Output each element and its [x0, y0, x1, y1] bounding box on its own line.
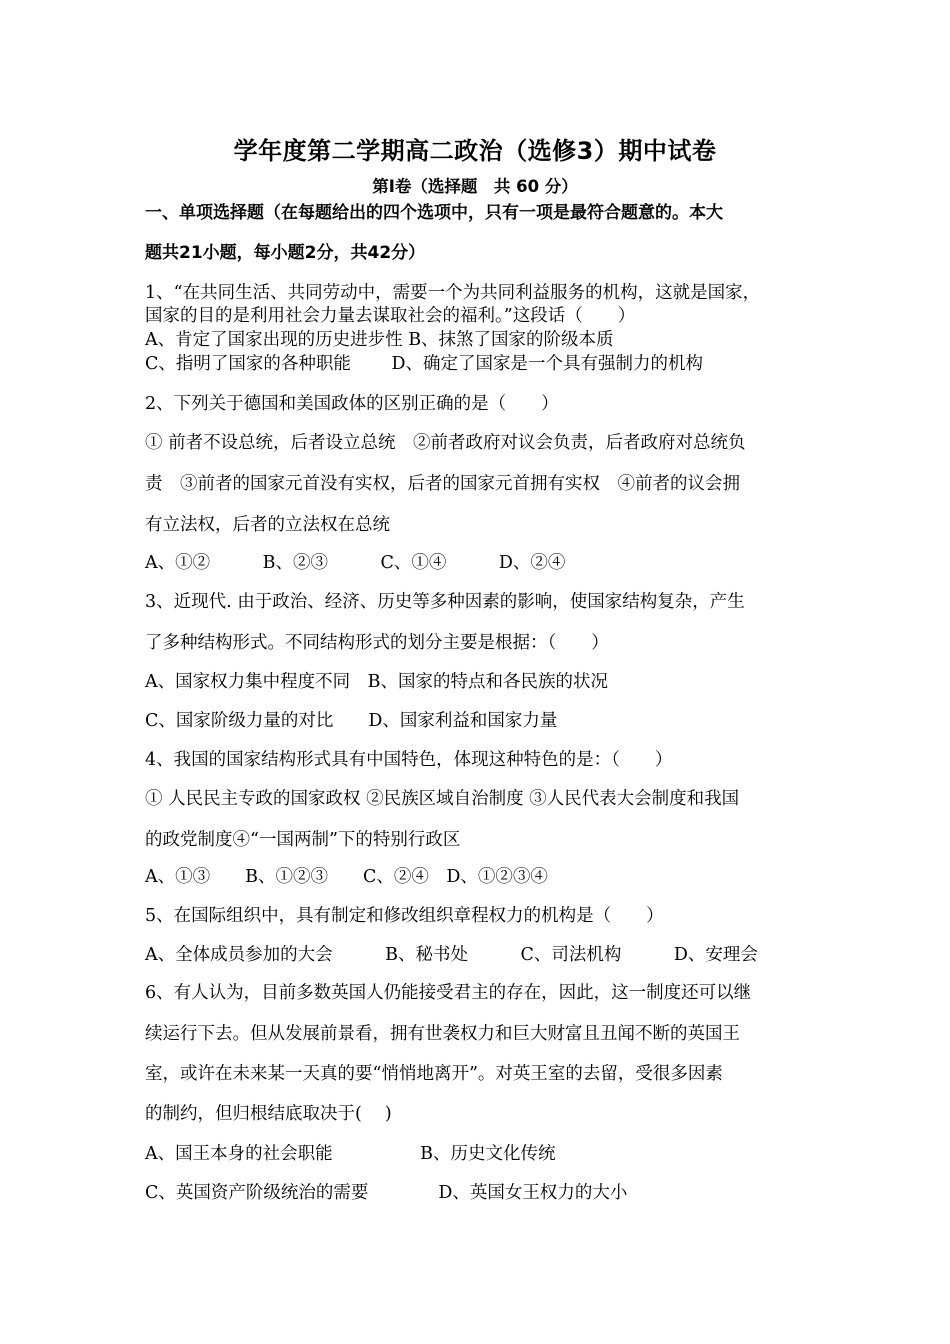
question-stem-line: ① 前者不设总统，后者设立总统 ②前者政府对议会负责，后者政府对总统负 — [145, 433, 746, 453]
question-stem-line: 的政党制度④“一国两制”下的特别行政区 — [145, 830, 461, 850]
question-stem-line: 6、有人认为，目前多数英国人仍能接受君主的存在，因此，这一制度还可以继 — [145, 983, 752, 1003]
question-stem-line: 4、我国的国家结构形式具有中国特色，体现这种特色的是：（ ） — [145, 750, 673, 770]
question-options-line: A、全体成员参加的大会 B、秘书处 C、司法机构 D、安理会 — [145, 945, 758, 965]
question-stem-line: 续运行下去。但从发展前景看，拥有世袭权力和巨大财富且丑闻不断的英国王 — [145, 1024, 740, 1044]
question-options-line: A、①② B、②③ C、①④ D、②④ — [145, 553, 566, 573]
exam-title: 学年度第二学期高二政治（选修3）期中试卷 — [233, 137, 717, 165]
question-stem-line: 5、在国际组织中，具有制定和修改组织章程权力的机构是（ ） — [145, 906, 664, 926]
question-options-line: A、肯定了国家出现的历史进步性 B、抹煞了国家的阶级本质 — [145, 330, 614, 350]
question-stem-line: 室，或许在未来某一天真的要“悄悄地离开”。对英王室的去留，受很多因素 — [145, 1064, 723, 1084]
question-stem-line: 3、近现代. 由于政治、经济、历史等多种因素的影响，使国家结构复杂，产生 — [145, 592, 745, 612]
question-stem-line: 有立法权，后者的立法权在总统 — [145, 515, 390, 535]
question-stem-line: ① 人民民主专政的国家政权 ②民族区域自治制度 ③人民代表大会制度和我国 — [145, 789, 740, 809]
question-stem-line: 1、“在共同生活、共同劳动中，需要一个为共同利益服务的机构，这就是国家， — [145, 283, 761, 303]
section-heading-line-1: 一、单项选择题（在每题给出的四个选项中，只有一项是最符合题意的。本大 — [145, 203, 723, 223]
question-options-line: A、国王本身的社会职能 B、历史文化传统 — [145, 1144, 556, 1164]
question-stem-line: 了多种结构形式。不同结构形式的划分主要是根据：（ ） — [145, 633, 609, 653]
question-options-line: C、国家阶级力量的对比 D、国家利益和国家力量 — [145, 711, 558, 731]
question-options-line: C、英国资产阶级统治的需要 D、英国女王权力的大小 — [145, 1183, 628, 1203]
question-stem-line: 责 ③前者的国家元首没有实权，后者的国家元首拥有实权 ④前者的议会拥 — [145, 474, 740, 494]
question-options-line: A、国家权力集中程度不同 B、国家的特点和各民族的状况 — [145, 672, 608, 692]
question-options-line: A、①③ B、①②③ C、②④ D、①②③④ — [145, 867, 548, 887]
question-stem-line: 的制约，但归根结底取决于( ) — [145, 1104, 392, 1124]
question-stem-line: 2、下列关于德国和美国政体的区别正确的是（ ） — [145, 394, 559, 414]
section-heading-line-2: 题共21小题，每小题2分，共42分） — [145, 243, 426, 263]
exam-subtitle: 第Ⅰ卷（选择题 共 60 分） — [372, 177, 578, 196]
question-options-line: C、指明了国家的各种职能 D、确定了国家是一个具有强制力的机构 — [145, 354, 703, 374]
question-stem-line: 国家的目的是利用社会力量去谋取社会的福利。”这段话（ ） — [145, 306, 636, 326]
